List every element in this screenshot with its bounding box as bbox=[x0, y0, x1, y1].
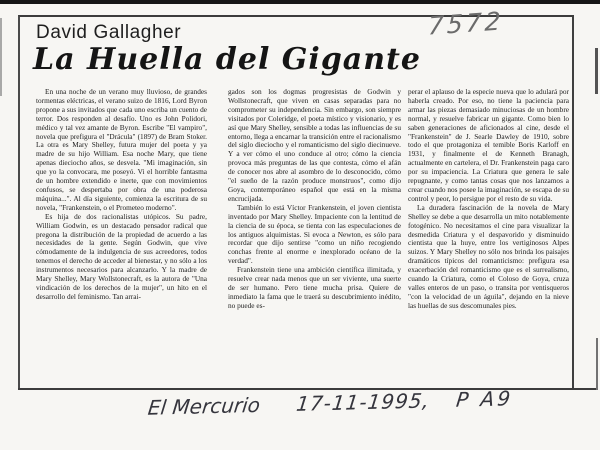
handwritten-source-note bbox=[147, 386, 515, 420]
paragraph: En una noche de un verano muy lluvioso, de grandes tormentas eléctricas, el verano suizo de 1816, Lord Byron propone a sus invitados que cada uno escriba un cuento de terror. Dos responden al desafío. Uno es John Polidori, médico y tal vez amante de Byron. Escribe "El vampiro", novela que prefigura el "Drácula" (1897) de Bram Stoker. La otra es Mary Shelley, futura mujer del poeta y ya madre de su hijo William. Esa noche Mary, que tiene apenas dieciocho años, se desvela. "Mi imaginación, sin que yo la convocara, me poseyó. Vi el horrible fantasma de un hombre extendido e inerte, que con movimientos confusos, se despertaba por obra de una poderosa máquina...". Al día siguiente, comienza la escritura de su novela, "Frankenstein, o el Prometeo moderno". bbox=[36, 88, 207, 212]
text-column-2 bbox=[228, 88, 401, 384]
scan-edge-artifact-left bbox=[0, 18, 2, 96]
handwritten-date: 17-11-1995, bbox=[295, 388, 432, 416]
scan-edge-artifact-top bbox=[0, 0, 600, 4]
paragraph: Frankenstein tiene una ambición científica ilimitada, y resuelve crear nada menos que un ser viviente, una suerte de ser humano. Pero tiene mucha prisa. Quiere de inmediato la fama que le traerá su descubrimiento inédito, no puede es- bbox=[228, 265, 401, 310]
article-title: La Huella del Gigante bbox=[33, 42, 421, 77]
scan-edge-artifact-right bbox=[596, 338, 598, 390]
author-byline: David Gallagher bbox=[36, 22, 182, 43]
handwritten-page-ref: P A9 bbox=[454, 386, 515, 412]
text-column-3 bbox=[408, 88, 569, 384]
paragraph: La duradera fascinación de la novela de Mary Shelley se debe a que desarrolla un mito notablemente fotogénico. No necesitamos el cine para visualizar la desmedida Criatura y el despavorido y disminuido cientista que la huye, entre los vertiginosos Alpes suizos. Y Mary Shelley no sólo nos brinda los paisajes dramáticos típicos del romanticismo: prefigura esa exacerbación del romanticismo que es el surrealismo, cuando la Criatura, como el Coloso de Goya, cruza valles enteros de un paso, o transita por ventisqueros "con la velocidad de un águila", dejando en la nieve las huellas de sus descomunales pies. bbox=[408, 202, 569, 310]
paragraph: Es hija de dos racionalistas utópicos. Su padre, William Godwin, es un destacado pensador radical que pregona la distribución de la propiedad de acuerdo a las necesidades de la gente. Según Godwin, que vive cómodamente de la indulgencia de sus acreedores, todos tenemos el derecho de acceder al bienestar, y no sólo a los instrumentos necesarios para alcanzarlo. Y la madre de Mary Shelley, Mary Wollstonecraft, es la autora de "Una vindicación de los derechos de la mujer", un hito en el desarrollo del feminismo. Tan arrai- bbox=[36, 211, 207, 301]
paragraph: perar el aplauso de la especie nueva que lo adulará por haberla creado. Por eso, no tiene la paciencia para armar las piezas demasiado minuciosas de un hombre normal, y resuelve fabricar un gigante. Como bien lo saben generaciones de aficionados al cine, desde el "Frankenstein" de J. Searle Dawley de 1910, sobre todo el que protagoniza el temible Boris Karloff en 1931, y finalmente el de Kenneth Branagh, actualmente en cartelera, el Dr. Frankenstein paga caro por su impaciencia. La Criatura que genera le sale repugnante, y como tantas cosas que nos lanzamos a crear cuando nos posee la imaginación, se escapa de su control y peor, lo persigue por el resto de su vida. bbox=[408, 88, 569, 203]
handwritten-archive-number: 7572 bbox=[427, 6, 505, 41]
handwritten-source-name: El Mercurio bbox=[146, 392, 262, 420]
paragraph: gados son los dogmas progresistas de Godwin y Wollstonecraft, que viven en casas separadas para no comprometer su independencia. Sin embargo, son siempre visitados por Coleridge, el poeta místico y visionario, y es así que Mary Shelley, sensible a todas las influencias de su entorno, llega a encarnar la transición entre el racionalismo del siglo dieciocho y el romanticismo del siglo diecinueve. Y a ver cómo el uno conduce al otro; cómo la ciencia provoca más preguntas de las que contesta, cómo el afán de conocer nos abre al asombro de lo desconocido, cómo "el sueño de la razón produce monstruos", como dijo Goya, contemporáneo español que está en la misma encrucijada. bbox=[228, 88, 401, 203]
paragraph: También lo está Víctor Frankenstein, el joven cientista inventado por Mary Shelley. Impaciente con la lentitud de la ciencia de su época, se tienta con las especulaciones de los antiguos alquimistas. Si evoca a Newton, es sólo para recordar que dijo sentirse "como un niño recogiendo conchas frente al enorme e inexplorado océano de la verdad". bbox=[228, 202, 401, 266]
scan-edge-artifact-right bbox=[595, 48, 598, 94]
text-column-1 bbox=[36, 88, 207, 384]
